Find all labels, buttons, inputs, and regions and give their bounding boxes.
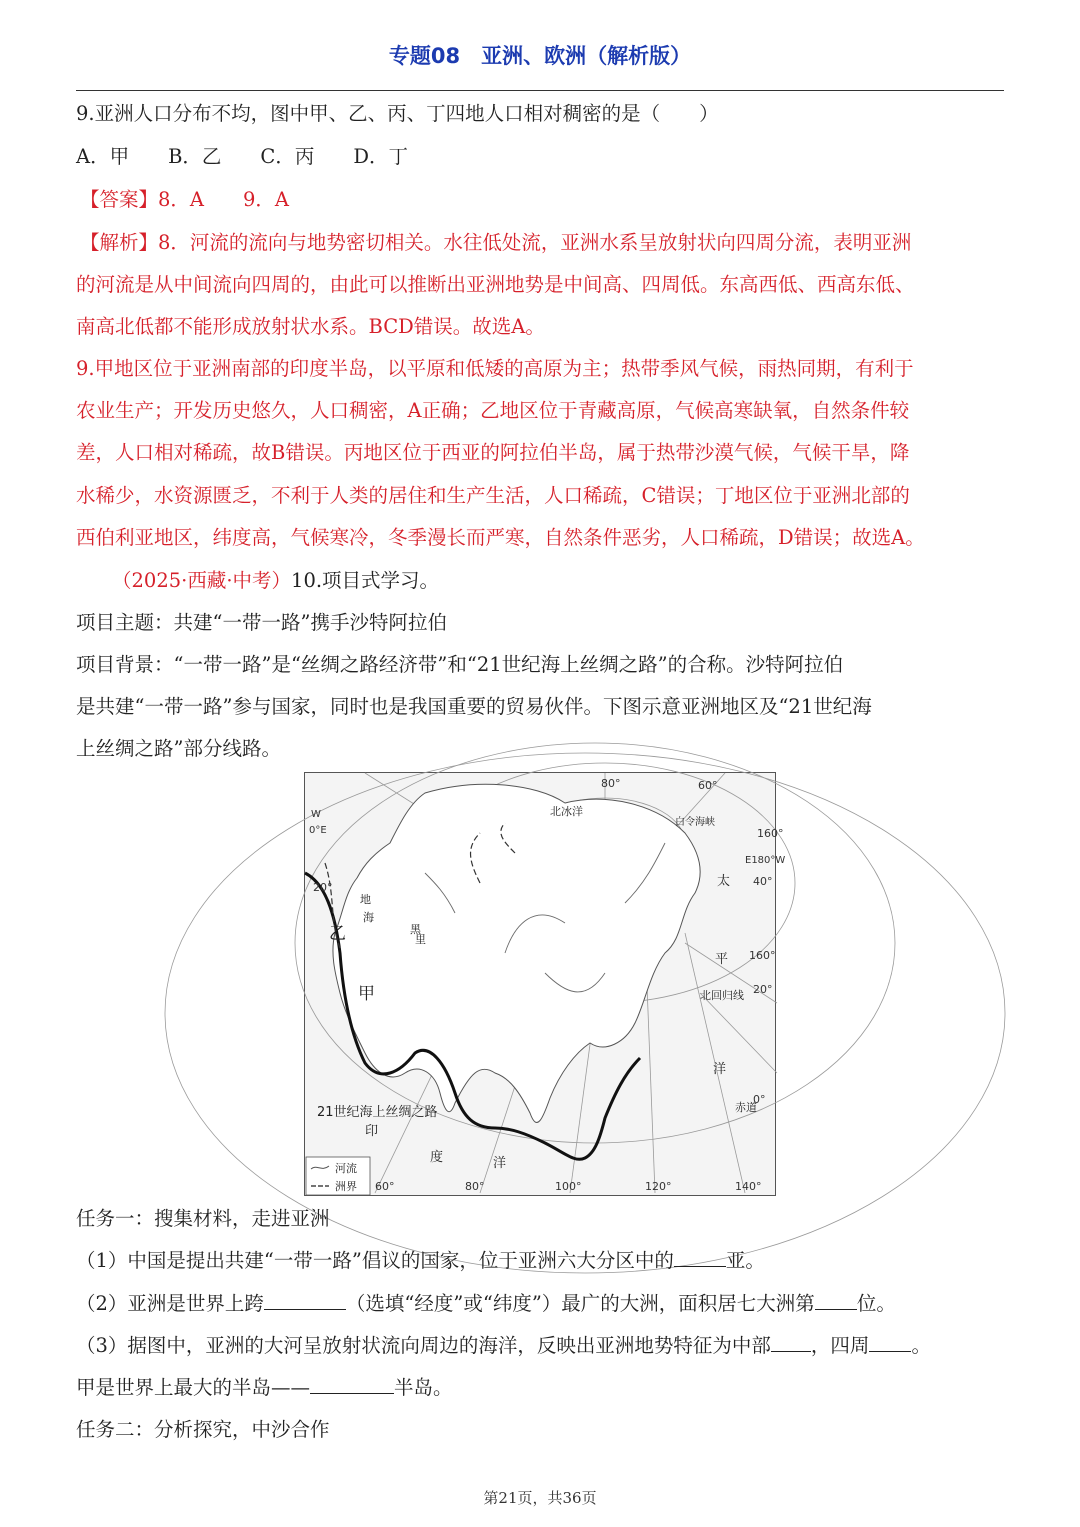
lon-160-top: 160° bbox=[757, 827, 784, 840]
label-ping: 平 bbox=[715, 952, 729, 967]
label-yi: 乙 bbox=[329, 924, 346, 944]
label-li: 里 bbox=[415, 933, 426, 946]
lon-0e: 0°E bbox=[309, 825, 327, 836]
answer-blank-6[interactable] bbox=[310, 1375, 394, 1394]
label-du: 度 bbox=[430, 1150, 444, 1165]
label-hei: 黑 bbox=[410, 923, 421, 936]
map-legend bbox=[306, 1157, 370, 1195]
lat-40: 40° bbox=[753, 875, 773, 888]
asia-map bbox=[304, 772, 786, 1196]
lat-20: 20° bbox=[313, 881, 333, 894]
task1-q3-cont-text: 甲是世界上最大的半岛—— bbox=[76, 1376, 311, 1399]
lon-180: E180°W bbox=[745, 855, 786, 866]
lon-140: 140° bbox=[735, 1180, 762, 1193]
q10-background-2: 是共建“一带一路”参与国家，同时也是我国重要的贸易伙伴。下图示意亚洲地区及“21世纪海 bbox=[76, 695, 872, 718]
q10-heading bbox=[112, 567, 439, 595]
legend-river-label: 河流 bbox=[335, 1162, 357, 1175]
answer-blank-3[interactable] bbox=[815, 1291, 857, 1310]
asia-map-graphic bbox=[305, 773, 786, 1197]
label-yin: 印 bbox=[365, 1124, 379, 1139]
task1-q3-text: （3）据图中，亚洲的大河呈放射状流向周边的海洋，反映出亚洲地势特征为中部 bbox=[76, 1334, 771, 1357]
task1-heading: 任务一：搜集材料，走进亚洲 bbox=[76, 1207, 330, 1230]
q10-background-1: 项目背景：“一带一路”是“丝绸之路经济带”和“21世纪海上丝绸之路”的合称。沙特阿拉伯 bbox=[76, 653, 844, 676]
q10-source: （2025·西藏·中考） bbox=[112, 569, 292, 592]
q10-stem: 10.项目式学习。 bbox=[291, 569, 440, 592]
task1-q1-text-end: 亚。 bbox=[725, 1249, 765, 1272]
lon-80: 80° bbox=[465, 1180, 485, 1193]
answer-text: 8．A 9．A bbox=[158, 188, 289, 211]
task1-q1 bbox=[76, 1247, 765, 1275]
asia-landmass bbox=[333, 784, 700, 1122]
lat-0: 0° bbox=[753, 1093, 766, 1106]
label-tai: 太 bbox=[717, 874, 731, 889]
q10-background-3: 上丝绸之路”部分线路。 bbox=[76, 737, 281, 760]
task1-q2-text-end: 位。 bbox=[856, 1292, 896, 1315]
lon-120: 120° bbox=[645, 1180, 672, 1193]
label-bering-strait: 白令海峡 bbox=[675, 817, 715, 828]
task1-q3 bbox=[76, 1332, 931, 1360]
page-footer: 第21页，共36页 bbox=[483, 1489, 597, 1507]
lon-100: 100° bbox=[555, 1180, 582, 1193]
label-equator: 赤道 bbox=[735, 1101, 757, 1114]
q9-stem: 9.亚洲人口分布不均，图中甲、乙、丙、丁四地人口相对稠密的是（ ） bbox=[76, 102, 719, 125]
task1-q3-text-end: 。 bbox=[911, 1334, 931, 1357]
label-hai: 海 bbox=[363, 911, 374, 924]
label-arctic-ocean: 北冰洋 bbox=[550, 805, 583, 818]
answer-line bbox=[80, 186, 289, 214]
analysis-line-3: 南高北低都不能形成放射状水系。BCD错误。故选A。 bbox=[76, 315, 545, 338]
task1-q1-text: （1）中国是提出共建“一带一路”倡议的国家，位于亚洲六大分区中的 bbox=[76, 1249, 674, 1272]
answer-label: 【答案】 bbox=[80, 188, 159, 211]
analysis-line-1 bbox=[80, 229, 911, 257]
analysis-line-5: 农业生产；开发历史悠久，人口稠密，A正确；乙地区位于青藏高原，气候高寒缺氧，自然条件较 bbox=[76, 399, 910, 422]
task1-q2-text-mid: （选填“经度”或“纬度”）最广的大洲，面积居七大洲第 bbox=[345, 1292, 815, 1315]
task1-q3-text-mid: ，四周 bbox=[810, 1334, 870, 1357]
q9-options: A．甲 B．乙 C．丙 D．丁 bbox=[76, 145, 408, 168]
label-jia: 甲 bbox=[358, 984, 375, 1004]
lat-20-north: 20° bbox=[753, 983, 773, 996]
q10-theme: 项目主题：共建“一带一路”携手沙特阿拉伯 bbox=[76, 611, 447, 634]
label-di: 地 bbox=[360, 893, 371, 906]
label-yang-indian: 洋 bbox=[493, 1156, 507, 1171]
task1-q2-text: （2）亚洲是世界上跨 bbox=[76, 1292, 264, 1315]
answer-blank-5[interactable] bbox=[869, 1333, 911, 1352]
header-divider bbox=[76, 90, 1004, 91]
lat-60: 60° bbox=[698, 779, 718, 792]
task1-q2 bbox=[76, 1290, 896, 1318]
analysis-line-6: 差，人口相对稀疏，故B错误。丙地区位于西亚的阿拉伯半岛，属于热带沙漠气候，气候干旱，降 bbox=[76, 441, 910, 464]
task2-heading: 任务二：分析探究，中沙合作 bbox=[76, 1418, 330, 1441]
lon-60: 60° bbox=[375, 1180, 395, 1193]
lon-w: W bbox=[311, 809, 321, 820]
analysis-line-4: 9.甲地区位于亚洲南部的印度半岛，以平原和低矮的高原为主；热带季风气候，雨热同期，有利于 bbox=[76, 357, 914, 380]
answer-blank-4[interactable] bbox=[771, 1333, 811, 1352]
page-header-title: 专题08 亚洲、欧洲（解析版） bbox=[388, 44, 692, 68]
answer-blank-2[interactable] bbox=[264, 1291, 346, 1310]
analysis-line-8: 西伯利亚地区，纬度高，气候寒冷，冬季漫长而严寒，自然条件恶劣，人口稀疏，D错误；故选A。 bbox=[76, 526, 925, 549]
label-silk-road-route: 21世纪海上丝绸之路 bbox=[317, 1105, 438, 1120]
task1-q3-cont bbox=[76, 1374, 453, 1402]
task1-q3-cont-end: 半岛。 bbox=[394, 1376, 453, 1399]
legend-border-label: 洲界 bbox=[335, 1180, 357, 1193]
answer-blank-1[interactable] bbox=[674, 1248, 726, 1267]
analysis-line-7: 水稀少，水资源匮乏，不利于人类的居住和生产生活，人口稀疏，C错误；丁地区位于亚洲北部的 bbox=[76, 484, 910, 507]
lat-80: 80° bbox=[601, 777, 621, 790]
analysis-label: 【解析】 bbox=[80, 231, 159, 254]
label-yang-pacific: 洋 bbox=[713, 1062, 727, 1077]
lon-160-right: 160° bbox=[749, 949, 776, 962]
analysis-line-2: 的河流是从中间流向四周的，由此可以推断出亚洲地势是中间高、四周低。东高西低、西高东低、 bbox=[76, 273, 915, 296]
analysis-text: 8．河流的流向与地势密切相关。水往低处流，亚洲水系呈放射状向四周分流，表明亚洲 bbox=[158, 231, 912, 254]
label-tropic-of-cancer: 北回归线 bbox=[700, 989, 744, 1002]
